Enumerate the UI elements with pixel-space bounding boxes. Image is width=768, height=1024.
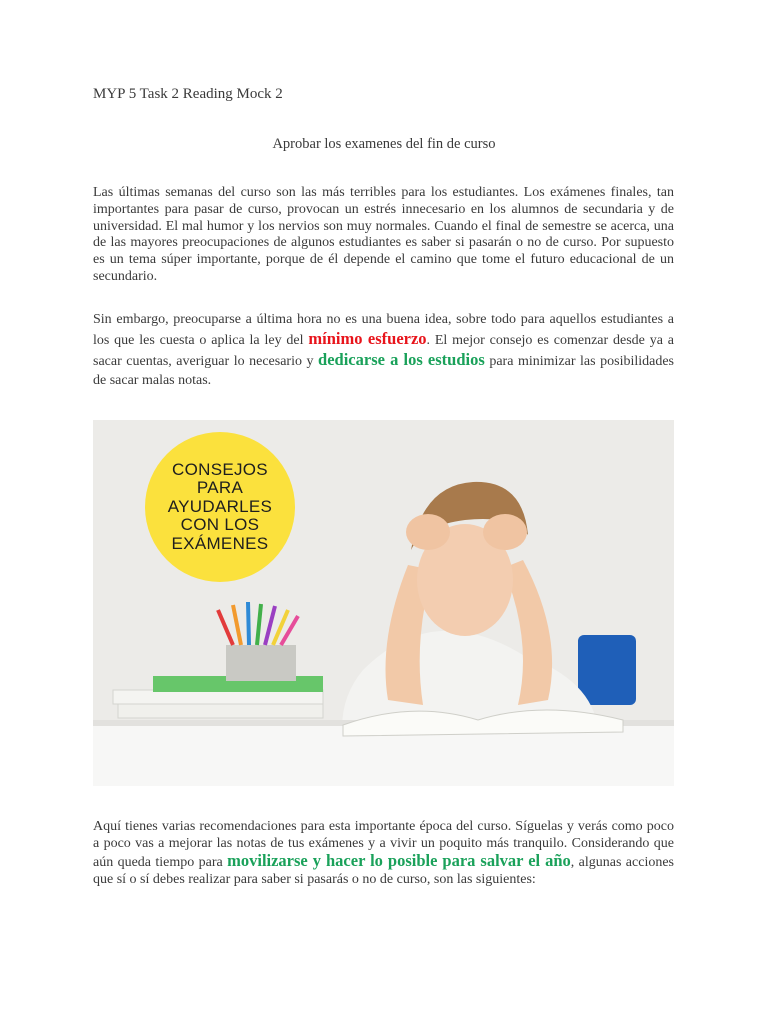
advice-badge-text: CONSEJOS PARA AYUDARLES CON LOS EXÁMENES: [167, 459, 273, 553]
advice-badge: [145, 432, 295, 582]
document-title: Aprobar los examenes del fin de curso: [272, 136, 496, 152]
highlight-movilizarse: movilizarse y hacer lo posible para salvar el año: [227, 851, 571, 870]
paragraph-recommendations: [93, 818, 674, 888]
paragraph-advice-text-3: para minimizar las posibilidades de sacar malas notas.: [93, 354, 674, 388]
paragraph-recommendations-text-2: , algunas acciones que sí o sí debes realizar para saber si pasarás o no de curso, son las siguientes:: [93, 855, 674, 887]
blue-chair: [578, 635, 636, 705]
paragraph-recommendations-text-1: Aquí tienes varias recomendaciones para esta importante época del curso. Síguelas y verás como poco a poco vas a mejorar las notas de tus exámenes y a vivir un poquito más tranquilo. Considerando que aún queda tiempo para: [93, 819, 674, 870]
paragraph-advice-text-1: Sin embargo, preocuparse a última hora no es una buena idea, sobre todo para aquellos estudiantes a los que les cuesta o aplica la ley del: [93, 312, 674, 348]
paragraph-advice: [93, 310, 674, 390]
document-header: MYP 5 Task 2 Reading Mock 2: [93, 86, 283, 102]
highlight-minimo-esfuerzo: mínimo esfuerzo: [308, 329, 427, 348]
paragraph-advice-text-2: . El mejor consejo es comenzar desde ya a sacar cuentas, averiguar lo necesario y: [93, 333, 674, 369]
paragraph-intro: Las últimas semanas del curso son las más terribles para los estudiantes. Los exámenes finales, tan importantes para pasar de curso, provocan un estrés innecesario en los alumnos de secundaria y de universidad. El mal humor y los nervios son muy normales. Cuando el final de semestre se acerca, una de las mayores preocupaciones de algunos estudiantes es saber si pasarán o no de curso. Por supuesto es un tema súper importante, porque de él depende el camino que tome el futuro educacional de un secundario.: [93, 185, 674, 284]
highlight-dedicarse-estudios: dedicarse a los estudios: [318, 350, 485, 369]
student-stress-photo: [93, 420, 674, 786]
